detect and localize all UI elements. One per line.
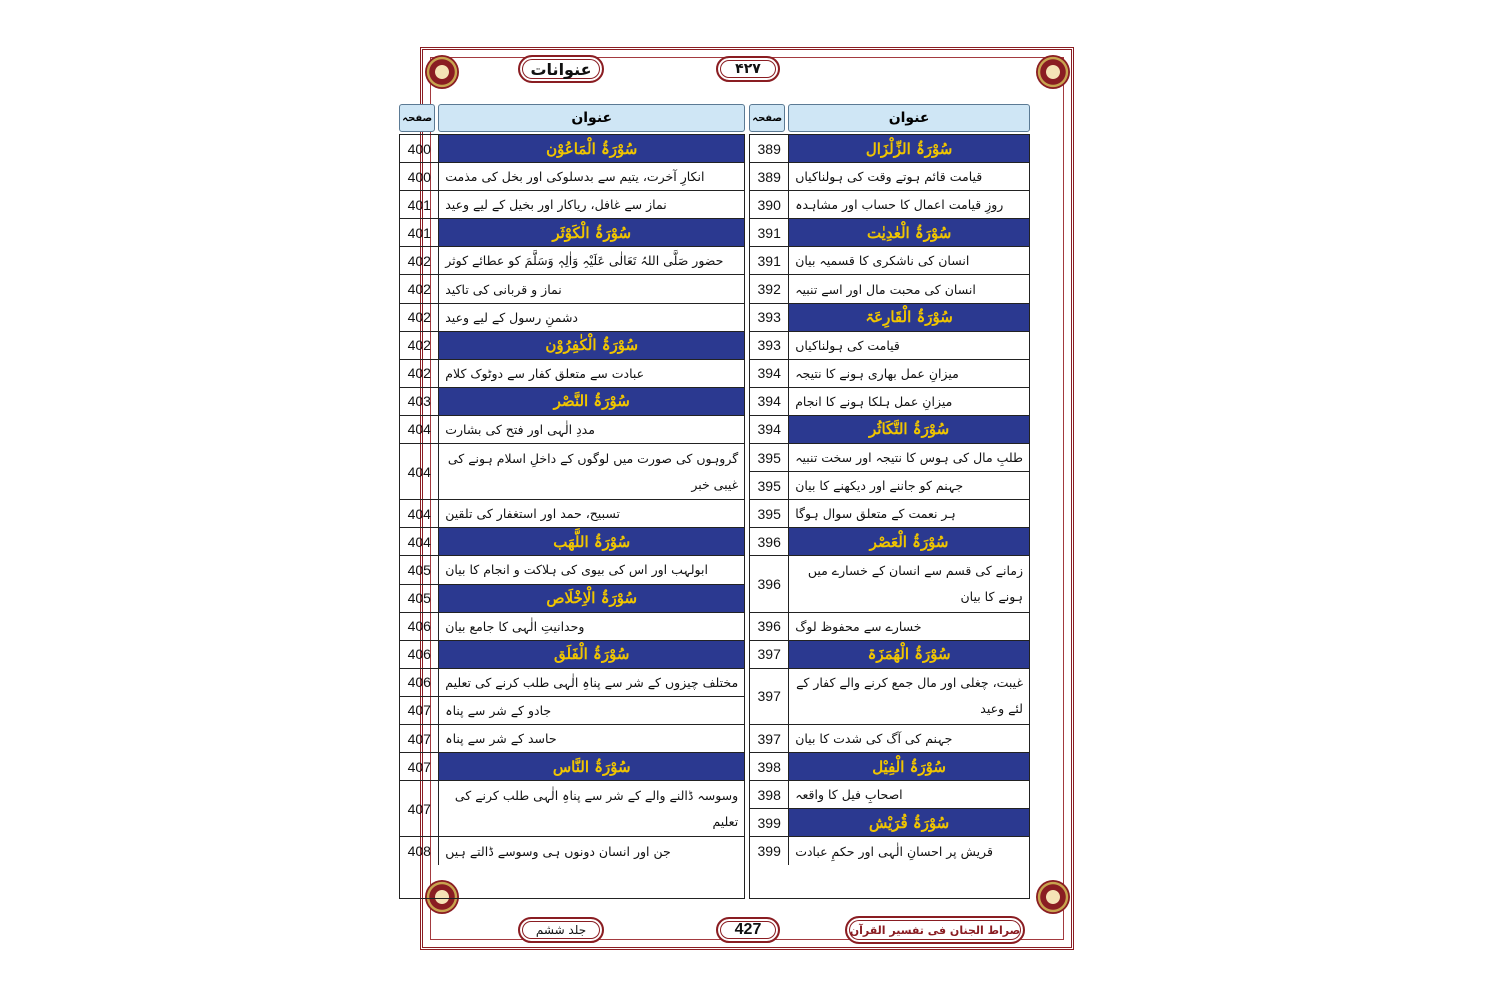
topic-title: خسارے سے محفوظ لوگ <box>788 613 1029 640</box>
toc-column-left <box>399 104 745 899</box>
table-row <box>400 275 744 303</box>
surah-name: سُوْرَۃُ الْکٰفِرُوْن <box>438 332 744 359</box>
table-row <box>750 781 1029 809</box>
table-row <box>400 725 744 753</box>
surah-name: سُوْرَۃُ الْقَارِعَۃ <box>788 304 1029 331</box>
toc-rows <box>399 134 745 899</box>
surah-heading-row <box>400 753 744 781</box>
table-row <box>750 556 1029 612</box>
page-number-cell: 396 <box>757 618 781 635</box>
topic-title: تسبیح، حمد اور استغفار کی تلقین <box>438 500 744 527</box>
topic-title: جہنم کو جاننے اور دیکھنے کا بیان <box>788 472 1029 499</box>
page-title: عنوانات <box>518 55 604 83</box>
topic-title: جن اور انسان دونوں ہی وسوسے ڈالتے ہیں <box>438 837 744 865</box>
surah-name: سُوْرَۃُ الْاِخْلَاص <box>438 585 744 612</box>
table-row <box>750 725 1029 753</box>
table-row <box>750 191 1029 219</box>
surah-name: سُوْرَۃُ اللَّھَب <box>438 528 744 555</box>
topic-title: اصحابِ فیل کا واقعہ <box>788 781 1029 808</box>
page-number-cell: 402 <box>407 365 431 382</box>
topic-title: غیبت، چغلی اور مال جمع کرنے والے کفار کے لئے وعید <box>788 669 1029 724</box>
toc-rows <box>749 134 1030 899</box>
page-number-cell: 392 <box>757 281 781 298</box>
table-row <box>750 163 1029 191</box>
page-number-cell: 399 <box>757 843 781 860</box>
surah-name: سُوْرَۃُ النَّاس <box>438 753 744 780</box>
table-row <box>400 669 744 697</box>
topic-title: ہر نعمت کے متعلق سوال ہوگا <box>788 500 1029 527</box>
corner-ornament-icon <box>1036 880 1070 914</box>
table-row <box>750 444 1029 472</box>
table-row <box>400 613 744 641</box>
surah-heading-row <box>400 388 744 416</box>
page-number-cell: 402 <box>407 252 431 269</box>
topic-title: قریش پر احسانِ الٰہی اور حکمِ عبادت <box>788 837 1029 865</box>
page-number-cell: 390 <box>757 196 781 213</box>
surah-name: سُوْرَۃُ الْفِیْل <box>788 753 1029 780</box>
surah-heading-row <box>750 416 1029 444</box>
page-number-cell: 405 <box>407 590 431 607</box>
toc-column-right <box>749 104 1030 899</box>
title-header: عنوان <box>438 104 745 132</box>
topic-title: مددِ الٰہی اور فتح کی بشارت <box>438 416 744 443</box>
surah-name: سُوْرَۃُ قُرَیْش <box>788 809 1029 836</box>
page-number-cell: 391 <box>757 224 781 241</box>
page-number-cell: 396 <box>757 576 781 592</box>
surah-heading-row <box>400 135 744 163</box>
page-number-cell: 402 <box>407 309 431 326</box>
page-header: صفحہ <box>749 104 785 132</box>
page-number-cell: 404 <box>407 463 431 480</box>
page-number-cell: 402 <box>407 281 431 298</box>
table-row <box>750 500 1029 528</box>
topic-title: وسوسہ ڈالنے والے کے شر سے پناہِ الٰہی طلب کرنے کی تعلیم <box>438 781 744 836</box>
surah-name: سُوْرَۃُ الْکَوْثَر <box>438 219 744 246</box>
table-row <box>400 304 744 332</box>
topic-title: میزانِ عمل بھاری ہونے کا نتیجہ <box>788 360 1029 387</box>
table-row <box>400 837 744 865</box>
table-row <box>400 163 744 191</box>
page-number-cell: 405 <box>407 561 431 578</box>
volume-label: جلد ششم <box>518 917 604 943</box>
topic-title: نماز سے غافل، ریاکار اور بخیل کے لیے وعید <box>438 191 744 218</box>
surah-name: سُوْرَۃُ الْھُمَزَۃ <box>788 641 1029 668</box>
surah-heading-row <box>750 135 1029 163</box>
page-number-cell: 407 <box>407 800 431 817</box>
page-number-cell: 407 <box>407 730 431 747</box>
corner-ornament-icon <box>1036 55 1070 89</box>
topic-title: نماز و قربانی کی تاکید <box>438 275 744 302</box>
page-number-cell: 398 <box>757 786 781 803</box>
table-row <box>750 360 1029 388</box>
page-number-cell: 395 <box>757 505 781 522</box>
table-row <box>400 556 744 584</box>
page-number-cell: 400 <box>407 168 431 185</box>
topic-title: جادو کے شر سے پناہ <box>438 697 744 724</box>
table-row <box>400 360 744 388</box>
table-of-contents <box>402 104 1030 899</box>
topic-title: حضور صَلَّی اللہُ تَعَالٰی عَلَیْہِ وَاٰلِہٖ وَسَلَّمَ کو عطائے کوثر <box>438 247 744 274</box>
topic-title: وحدانیتِ الٰہی کا جامع بیان <box>438 613 744 640</box>
column-header <box>399 104 745 132</box>
surah-heading-row <box>400 585 744 613</box>
surah-name: سُوْرَۃُ الْعَصْر <box>788 528 1029 555</box>
table-row <box>750 837 1029 865</box>
surah-name: سُوْرَۃُ الْمَاعُوْن <box>438 135 744 162</box>
page-number-cell: 389 <box>757 168 781 185</box>
table-row <box>750 613 1029 641</box>
surah-heading-row <box>400 641 744 669</box>
page-number-cell: 397 <box>757 646 781 663</box>
table-row <box>750 388 1029 416</box>
surah-heading-row <box>400 219 744 247</box>
table-row <box>750 669 1029 725</box>
page-number-cell: 401 <box>407 224 431 241</box>
surah-heading-row <box>750 809 1029 837</box>
topic-title: جہنم کی آگ کی شدت کا بیان <box>788 725 1029 752</box>
page-number-cell: 401 <box>407 196 431 213</box>
topic-title: مختلف چیزوں کے شر سے پناہِ الٰہی طلب کرنے کی تعلیم <box>438 669 744 696</box>
topic-title: روزِ قیامت اعمال کا حساب اور مشاہدہ <box>788 191 1029 218</box>
table-row <box>750 332 1029 360</box>
page-number-cell: 404 <box>407 505 431 522</box>
page-number-cell: 406 <box>407 618 431 635</box>
surah-heading-row <box>750 304 1029 332</box>
surah-heading-row <box>750 753 1029 781</box>
topic-title: قیامت قائم ہوتے وقت کی ہولناکیاں <box>788 163 1029 190</box>
page-number-cell: 391 <box>757 252 781 269</box>
page-number-cell: 407 <box>407 758 431 775</box>
table-row <box>400 781 744 837</box>
page-number-cell: 389 <box>757 140 781 157</box>
table-row <box>750 472 1029 500</box>
book-title: صراط الجنان فی تفسیر القرآن <box>845 916 1025 944</box>
page-number-cell: 407 <box>407 702 431 719</box>
page-number-cell: 404 <box>407 533 431 550</box>
topic-title: ابولہب اور اس کی بیوی کی ہلاکت و انجام کا بیان <box>438 556 744 583</box>
page-number-cell: 402 <box>407 337 431 354</box>
topic-title: انسان کی ناشکری کا قسمیہ بیان <box>788 247 1029 274</box>
page-number-cell: 394 <box>757 365 781 382</box>
page-number-cell: 397 <box>757 730 781 747</box>
page-number-cell: 393 <box>757 337 781 354</box>
page-number-cell: 393 <box>757 309 781 326</box>
surah-heading-row <box>750 641 1029 669</box>
surah-heading-row <box>400 332 744 360</box>
surah-name: سُوْرَۃُ الزِّلْزَال <box>788 135 1029 162</box>
topic-title: گروہوں کی صورت میں لوگوں کے داخلِ اسلام ہونے کی غیبی خبر <box>438 444 744 499</box>
page-number-cell: 395 <box>757 449 781 466</box>
table-row <box>400 500 744 528</box>
page-number-cell: 396 <box>757 533 781 550</box>
page-number-cell: 406 <box>407 646 431 663</box>
topic-title: عبادت سے متعلق کفار سے دوٹوک کلام <box>438 360 744 387</box>
table-row <box>750 275 1029 303</box>
table-row <box>400 416 744 444</box>
topic-title: حاسد کے شر سے پناہ <box>438 725 744 752</box>
surah-heading-row <box>400 528 744 556</box>
topic-title: انسان کی محبت مال اور اسے تنبیہ <box>788 275 1029 302</box>
page-number-cell: 403 <box>407 393 431 410</box>
surah-name: سُوْرَۃُ التَّکَاثُر <box>788 416 1029 443</box>
topic-title: قیامت کی ہولناکیاں <box>788 332 1029 359</box>
topic-title: میزانِ عمل ہلکا ہونے کا انجام <box>788 388 1029 415</box>
surah-name: سُوْرَۃُ الْعٰدِیٰت <box>788 219 1029 246</box>
page-number-cell: 408 <box>407 843 431 860</box>
page-number-cell: 394 <box>757 421 781 438</box>
surah-heading-row <box>750 219 1029 247</box>
topic-title: طلبِ مال کی ہوس کا نتیجہ اور سخت تنبیہ <box>788 444 1029 471</box>
page-number-cell: 397 <box>757 688 781 705</box>
topic-title: انکارِ آخرت، یتیم سے بدسلوکی اور بخل کی مذمت <box>438 163 744 190</box>
table-row <box>400 247 744 275</box>
surah-name: سُوْرَۃُ الْفَلَق <box>438 641 744 668</box>
page-number-cell: 400 <box>407 140 431 157</box>
page-number-arabic: ۴۲۷ <box>716 56 780 82</box>
page-header: صفحہ <box>399 104 435 132</box>
surah-heading-row <box>750 528 1029 556</box>
table-row <box>400 697 744 725</box>
page-number-cell: 398 <box>757 758 781 775</box>
page-number: 427 <box>716 917 780 943</box>
surah-name: سُوْرَۃُ النَّصْر <box>438 388 744 415</box>
page-number-cell: 394 <box>757 393 781 410</box>
topic-title: دشمنِ رسول کے لیے وعید <box>438 304 744 331</box>
table-row <box>400 191 744 219</box>
page-number-cell: 406 <box>407 674 431 691</box>
page-number-cell: 395 <box>757 477 781 494</box>
page-number-cell: 404 <box>407 421 431 438</box>
page-number-cell: 399 <box>757 814 781 831</box>
corner-ornament-icon <box>425 55 459 89</box>
title-header: عنوان <box>788 104 1030 132</box>
table-row <box>400 444 744 500</box>
table-row <box>750 247 1029 275</box>
column-header <box>749 104 1030 132</box>
topic-title: زمانے کی قسم سے انسان کے خسارے میں ہونے کا بیان <box>788 556 1029 611</box>
